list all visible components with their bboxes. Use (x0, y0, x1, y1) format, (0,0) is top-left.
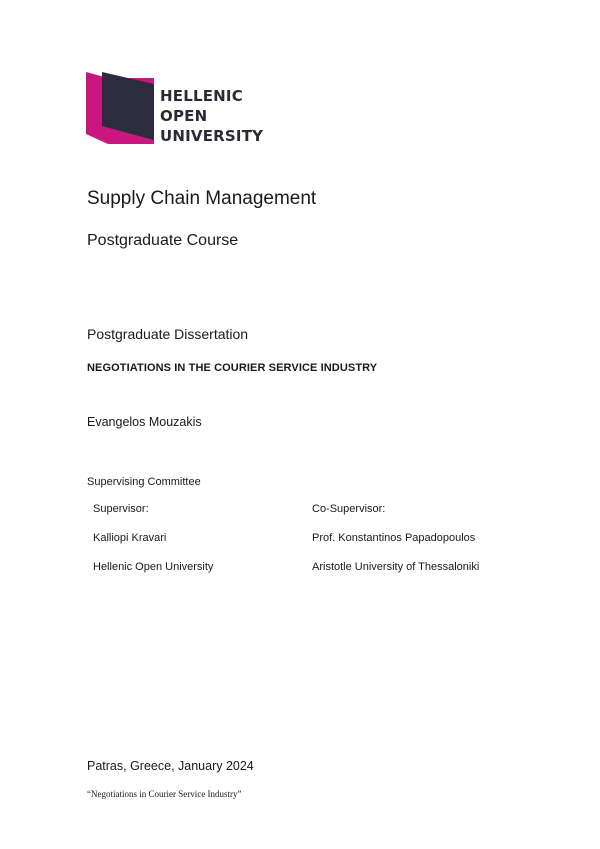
university-logo (86, 70, 266, 150)
committee-heading: Supervising Committee (87, 476, 201, 488)
place-date: Patras, Greece, January 2024 (87, 759, 254, 773)
supervisor-affiliation: Hellenic Open University (93, 561, 214, 573)
logo-wordmark (160, 86, 263, 146)
logo-line-3: UNIVERSITY (160, 127, 264, 145)
author-name: Evangelos Mouzakis (87, 415, 202, 429)
logo-line-2: OPEN (160, 107, 208, 125)
footer-quote: “Negotiations in Courier Service Industry” (87, 789, 242, 799)
logo-line-1: HELLENIC (160, 87, 243, 105)
supervisor-name: Kalliopi Kravari (93, 532, 167, 544)
logo-emblem-icon (86, 70, 156, 150)
program-title: Supply Chain Management (87, 188, 317, 209)
cosupervisor-name: Prof. Konstantinos Papadopoulos (312, 532, 476, 544)
document-type: Postgraduate Dissertation (87, 326, 249, 342)
cosupervisor-affiliation: Aristotle University of Thessaloniki (312, 561, 480, 573)
course-label: Postgraduate Course (87, 232, 239, 249)
supervisor-label: Supervisor: (93, 503, 149, 515)
thesis-title: NEGOTIATIONS IN THE COURIER SERVICE INDUSTRY (87, 362, 378, 374)
cosupervisor-label: Co-Supervisor: (312, 503, 386, 515)
